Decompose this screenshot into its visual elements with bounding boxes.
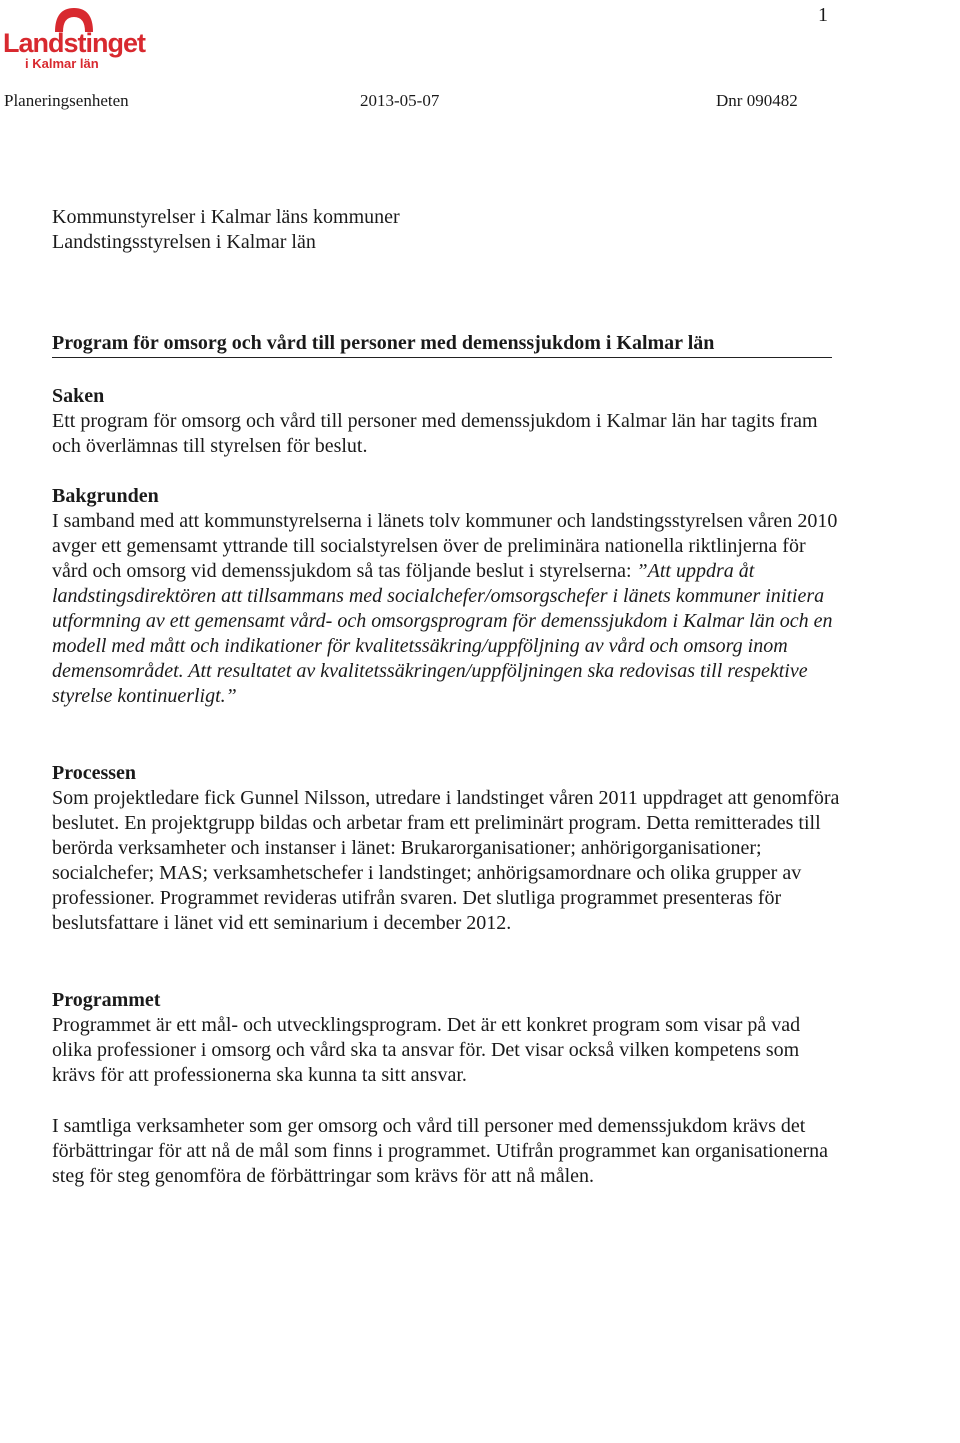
recipient-line: Kommunstyrelser i Kalmar läns kommuner xyxy=(52,206,400,228)
section-text: Programmet är ett mål- och utvecklingsprogram. Det är ett konkret program som visar på vad olika professioner i omsorg och vård ska ta ansvar för. Det visar också vilken kompetens som krävs för att professionerna ska kunna ta sitt ansvar. xyxy=(52,1014,801,1086)
document-title: Program för omsorg och vård till personer med demenssjukdom i Kalmar län xyxy=(52,331,832,358)
logo-subtitle: i Kalmar län xyxy=(25,56,99,71)
section-heading: Saken xyxy=(52,385,105,407)
section-text: I samtliga verksamheter som ger omsorg och vård till personer med demenssjukdom krävs det förbättringar för att nå de mål som finns i programmet. Utifrån programmet kan organisationerna steg för steg genomföra de förbättringar som krävs för att nå målen. xyxy=(52,1115,829,1187)
section-heading: Bakgrunden xyxy=(52,485,159,507)
section-programmet xyxy=(52,988,842,1088)
recipient-line: Landstingsstyrelsen i Kalmar län xyxy=(52,231,316,253)
section-heading: Programmet xyxy=(52,989,161,1011)
section-text: Som projektledare fick Gunnel Nilsson, utredare i landstinget våren 2011 uppdraget att genomföra beslutet. En projektgrupp bildas och arbetar fram ett preliminärt program. Detta remitterades till berörda verksamheter och instanser i länet: Brukarorganisationer; anhörigorganisationer; socialchefer; MAS; verksamhetschefer i landstinget; anhörigsamordnare och olika grupper av professioner. Programmet revideras utifrån svaren. Det slutliga programmet presenteras för beslutsfattare i länet vid ett seminarium i december 2012. xyxy=(52,787,840,934)
decision-quote: ”Att uppdra åt landstingsdirektören att tillsammans med socialchefer/omsorgschefer i länets kommuner initiera utformning av ett gemensamt vård- och omsorgsprogram för demenssjukdom i Kalmar län och en modell med mått och indikationer för kvalitetssäkring/uppföljning av vård och omsorg inom demensområdet. Att resultatet av kvalitetssäkringen/uppföljningen ska redovisas till respektive styrelse kontinuerligt.” xyxy=(52,560,833,707)
landstinget-logo xyxy=(3,2,145,72)
section-bakgrunden xyxy=(52,484,842,709)
header-department: Planeringsenheten xyxy=(4,91,129,110)
recipients xyxy=(52,205,400,255)
section-body: I samband med att kommunstyrelserna i länets tolv kommuner och landstingsstyrelsen våren 2010 avger ett gemensamt yttrande till socialstyrelsen över de preliminära nationella riktlinjerna för vård och omsorg vid demenssjukdom så tas följande beslut i styrelserna: xyxy=(52,510,838,582)
logo-name: Landstinget xyxy=(3,28,145,58)
header-date: 2013-05-07 xyxy=(360,91,440,110)
header-dnr: Dnr 090482 xyxy=(716,91,798,110)
section-samtliga xyxy=(52,1114,842,1189)
page-number: 1 xyxy=(818,4,828,26)
section-heading: Processen xyxy=(52,762,137,784)
section-text xyxy=(52,509,842,709)
section-processen xyxy=(52,761,842,936)
section-saken xyxy=(52,384,842,459)
section-text: Ett program för omsorg och vård till personer med demenssjukdom i Kalmar län har tagits fram och överlämnas till styrelsen för beslut. xyxy=(52,410,818,457)
